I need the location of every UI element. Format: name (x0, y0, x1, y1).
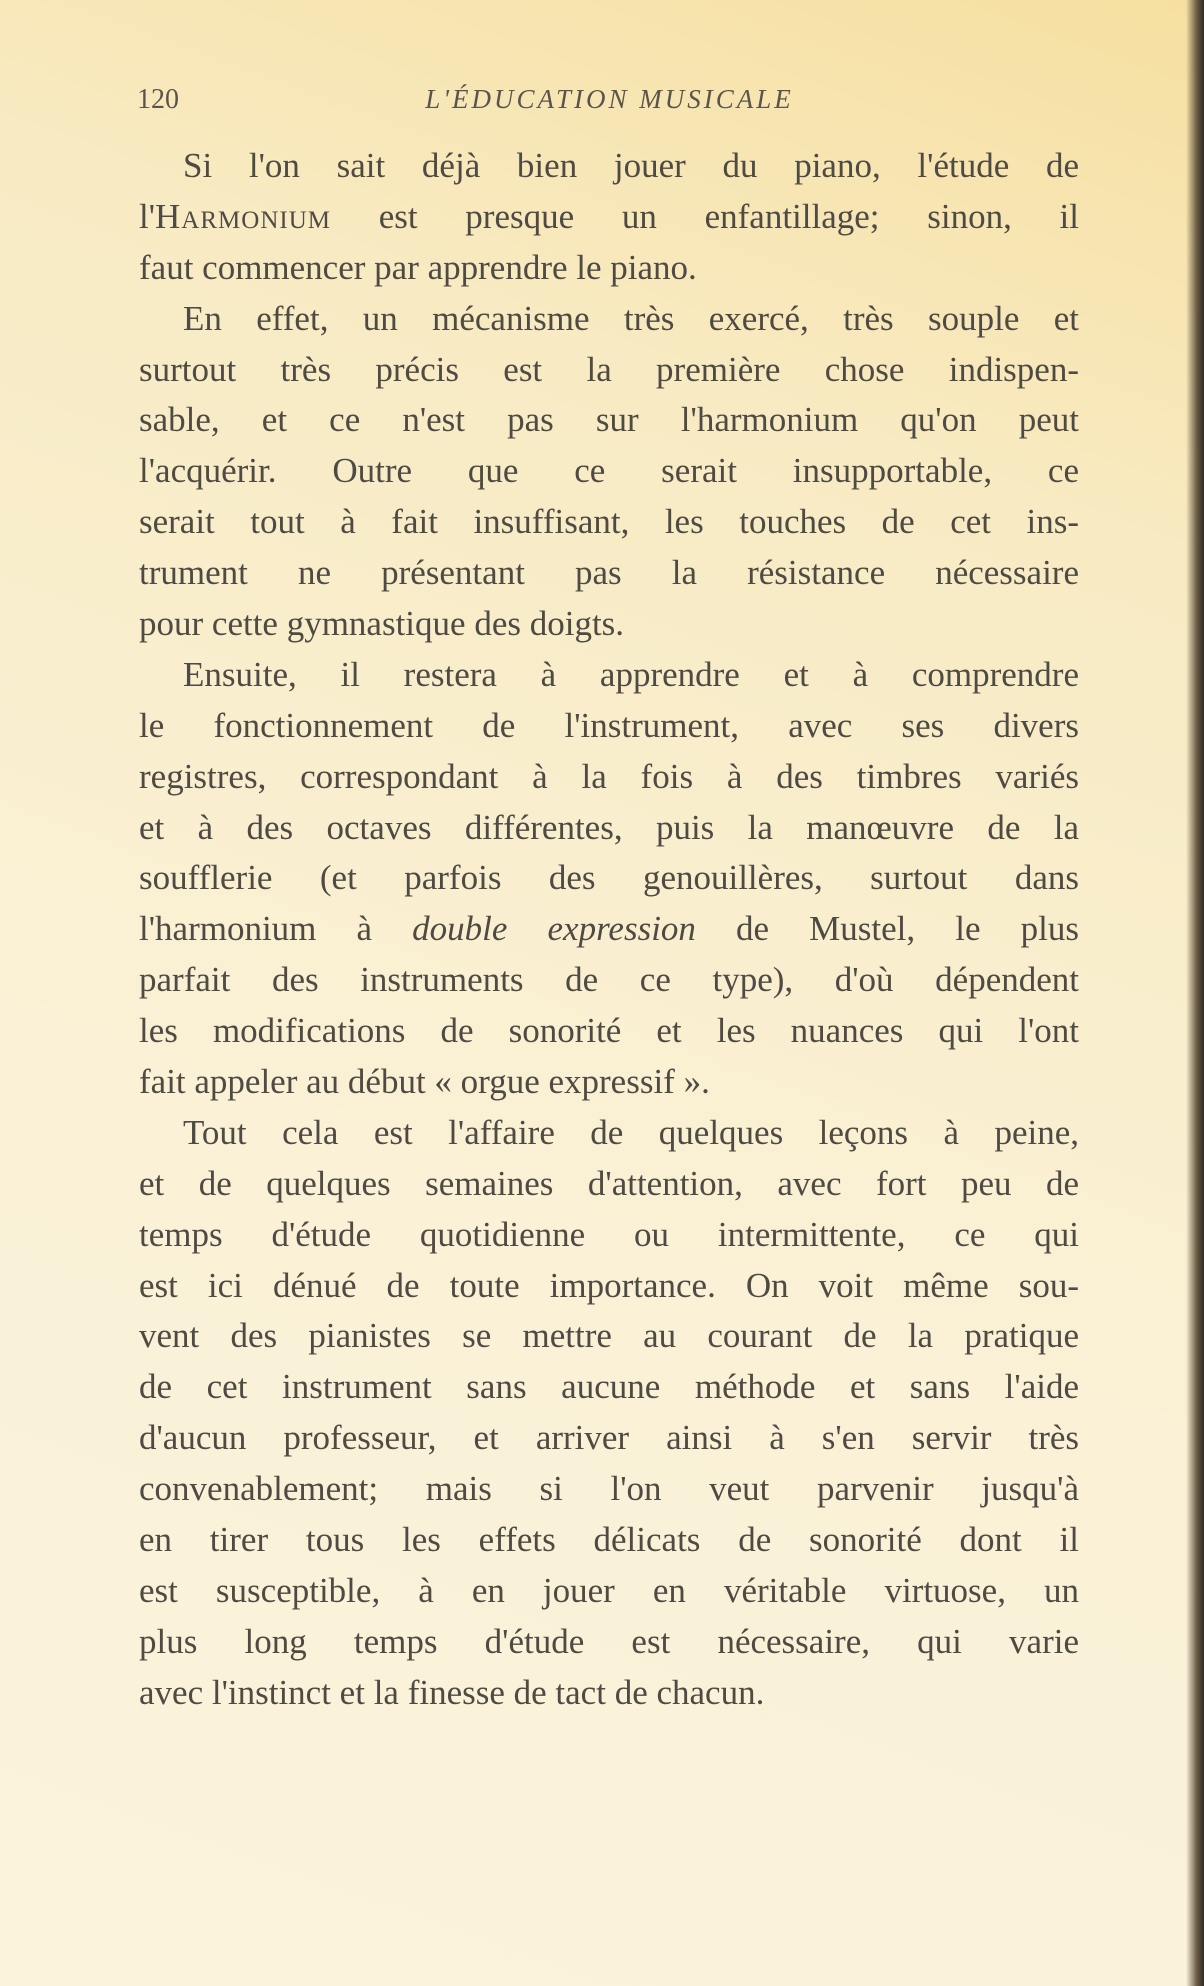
text-line (139, 1311, 1079, 1362)
text-segment: fait appeler au début « orgue expressif ». (139, 1062, 710, 1102)
text-segment: serait tout à fait insuffisant, les touches de cet ins- (139, 502, 1079, 542)
text-segment: plus long temps d'étude est nécessaire, qui varie (139, 1621, 1079, 1661)
text-segment: sable, et ce n'est pas sur l'harmonium qu'on peut (139, 400, 1079, 440)
text-segment: et à des octaves différentes, puis la manœuvre de la (139, 807, 1079, 847)
text-line (139, 853, 1079, 904)
text-segment: En effet, un mécanisme très exercé, très souple et (183, 298, 1079, 338)
text-segment: d'aucun professeur, et arriver ainsi à s'en servir très (139, 1418, 1079, 1458)
text-line (139, 1210, 1079, 1261)
text-line (139, 1515, 1079, 1566)
running-title: L'ÉDUCATION MUSICALE (425, 84, 794, 114)
text-segment: convenablement; mais si l'on veut parvenir jusqu'à (139, 1469, 1079, 1509)
text-line (139, 192, 1079, 243)
text-segment: est presque un enfantillage; sinon, il (330, 196, 1079, 236)
text-line (139, 1413, 1079, 1464)
text-line (139, 1057, 1079, 1108)
text-segment: Tout cela est l'affaire de quelques leçons à peine, (183, 1112, 1079, 1152)
text-line (139, 446, 1079, 497)
text-segment: est susceptible, à en jouer en véritable virtuose, un (139, 1570, 1079, 1610)
text-segment: avec l'instinct et la finesse de tact de chacun. (139, 1672, 765, 1712)
text-segment: l' (139, 196, 156, 236)
text-line (139, 650, 1079, 701)
text-line (139, 1159, 1079, 1210)
text-segment: temps d'étude quotidienne ou intermittente, ce qui (139, 1214, 1079, 1254)
text-line (139, 1464, 1079, 1515)
text-line (139, 395, 1079, 446)
text-segment: surtout très précis est la première chose indispen- (139, 349, 1079, 389)
page-edge-shadow (1186, 0, 1204, 1986)
text-line (139, 1108, 1079, 1159)
text-segment: les modifications de sonorité et les nuances qui l'ont (139, 1011, 1079, 1051)
text-line (139, 548, 1079, 599)
text-line (139, 345, 1079, 396)
text-line (139, 752, 1079, 803)
body-text (139, 141, 1079, 1719)
text-line (139, 1362, 1079, 1413)
text-line (139, 701, 1079, 752)
text-segment: pour cette gymnastique des doigts. (139, 604, 625, 644)
text-line (139, 1261, 1079, 1312)
text-segment: registres, correspondant à la fois à des timbres variés (139, 756, 1079, 796)
text-line (139, 955, 1079, 1006)
running-header (137, 84, 1082, 124)
text-segment: le fonctionnement de l'instrument, avec ses divers (139, 705, 1079, 745)
text-segment: vent des pianistes se mettre au courant de la pratique (139, 1316, 1079, 1356)
text-line (139, 1668, 1079, 1719)
text-line (139, 294, 1079, 345)
text-line (139, 599, 1079, 650)
page-number: 120 (137, 84, 179, 115)
text-line (139, 803, 1079, 854)
text-segment: parfait des instruments de ce type), d'où dépendent (139, 960, 1079, 1000)
text-segment: l'acquérir. Outre que ce serait insupportable, ce (139, 451, 1079, 491)
text-segment: en tirer tous les effets délicats de sonorité dont il (139, 1520, 1079, 1560)
text-segment: de cet instrument sans aucune méthode et sans l'aide (139, 1367, 1079, 1407)
text-segment: Si l'on sait déjà bien jouer du piano, l'étude de (183, 146, 1079, 185)
text-segment: Ensuite, il restera à apprendre et à comprendre (183, 654, 1079, 694)
text-line (139, 904, 1079, 955)
text-line (139, 141, 1079, 192)
text-line (139, 1617, 1079, 1668)
text-segment: est ici dénué de toute importance. On voit même sou- (139, 1265, 1079, 1305)
text-line (139, 497, 1079, 548)
text-segment: et de quelques semaines d'attention, avec fort peu de (139, 1163, 1079, 1203)
small-caps-text: Harmonium (155, 196, 331, 236)
text-line (139, 1566, 1079, 1617)
text-line (139, 243, 1079, 294)
text-segment: faut commencer par apprendre le piano. (139, 247, 697, 287)
text-segment: trument ne présentant pas la résistance nécessaire (139, 553, 1079, 593)
text-segment: l'harmonium à (139, 909, 413, 949)
text-segment: soufflerie (et parfois des genouillères, surtout dans (139, 858, 1079, 898)
text-line (139, 1006, 1079, 1057)
italic-text: double expression (412, 909, 696, 949)
text-segment: de Mustel, le plus (695, 909, 1079, 949)
